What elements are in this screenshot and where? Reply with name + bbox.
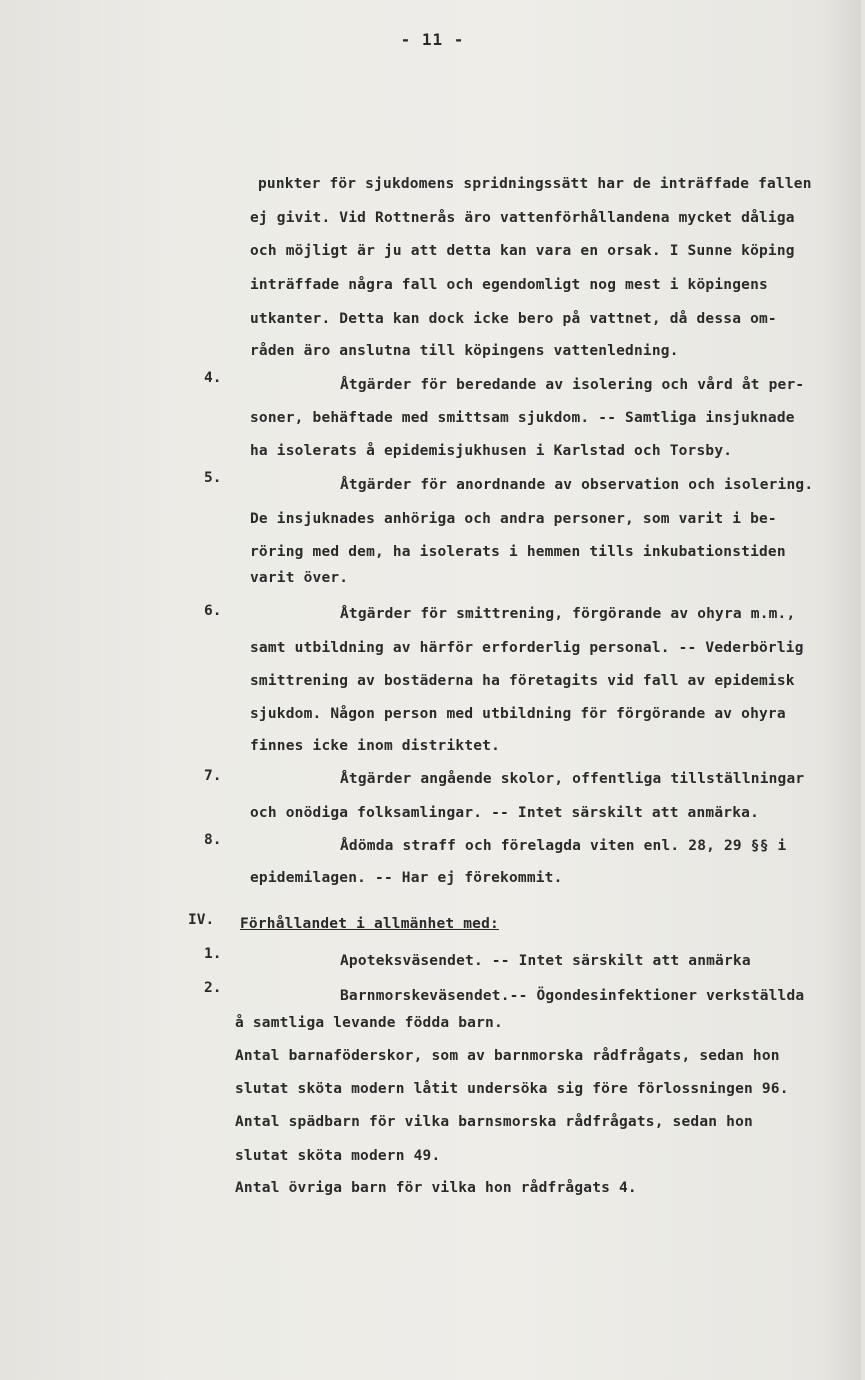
text-line: Åtgärder angående skolor, offentliga tillställningar bbox=[340, 771, 805, 787]
paper-shadow bbox=[821, 0, 861, 1380]
text-line: röring med dem, ha isolerats i hemmen tills inkubationstiden bbox=[250, 544, 786, 560]
text-line: soner, behäftade med smittsam sjukdom. -- Samtliga insjuknade bbox=[250, 410, 795, 426]
page-number: - 11 - bbox=[400, 30, 465, 49]
text-line: sjukdom. Någon person med utbildning för förgörande av ohyra bbox=[250, 706, 786, 722]
text-line: inträffade några fall och egendomligt nog mest i köpingens bbox=[250, 277, 768, 293]
text-line: Antal barnaföderskor, som av barnmorska rådfrågats, sedan hon bbox=[235, 1048, 780, 1064]
text-line: smittrening av bostäderna ha företagits vid fall av epidemisk bbox=[250, 673, 795, 689]
text-line: utkanter. Detta kan dock icke bero på vattnet, då dessa om- bbox=[250, 311, 777, 327]
text-line: finnes icke inom distriktet. bbox=[250, 738, 501, 754]
section-number: 4. bbox=[204, 370, 222, 386]
chapter-number: IV. bbox=[188, 912, 215, 928]
text-line: Antal spädbarn för vilka barnsmorska rådfrågats, sedan hon bbox=[235, 1114, 753, 1130]
text-line: De insjuknades anhöriga och andra personer, som varit i be- bbox=[250, 511, 777, 527]
chapter-heading: Förhållandet i allmänhet med: bbox=[240, 916, 499, 932]
text-line: varit över. bbox=[250, 570, 349, 586]
section-number: 8. bbox=[204, 832, 222, 848]
text-line: slutat sköta modern 49. bbox=[235, 1148, 441, 1164]
subsection-number: 1. bbox=[204, 946, 222, 962]
text-line: epidemilagen. -- Har ej förekommit. bbox=[250, 870, 563, 886]
text-line: ha isolerats å epidemisjukhusen i Karlstad och Torsby. bbox=[250, 443, 733, 459]
section-number: 7. bbox=[204, 768, 222, 784]
text-line: samt utbildning av härför erforderlig personal. -- Vederbörlig bbox=[250, 640, 804, 656]
text-line: slutat sköta modern låtit undersöka sig före förlossningen 96. bbox=[235, 1081, 789, 1097]
text-line: råden äro anslutna till köpingens vattenledning. bbox=[250, 343, 679, 359]
text-line: Åtgärder för beredande av isolering och vård åt per- bbox=[340, 377, 805, 393]
text-line: å samtliga levande födda barn. bbox=[235, 1015, 503, 1031]
section-number: 6. bbox=[204, 603, 222, 619]
text-line: punkter för sjukdomens spridningssätt har de inträffade fallen bbox=[258, 176, 812, 192]
text-line: Åtgärder för smittrening, förgörande av ohyra m.m., bbox=[340, 606, 796, 622]
text-line: Antal övriga barn för vilka hon rådfrågats 4. bbox=[235, 1180, 637, 1196]
text-line: ej givit. Vid Rottnerås äro vattenförhållandena mycket dåliga bbox=[250, 210, 795, 226]
text-line: och möjligt är ju att detta kan vara en orsak. I Sunne köping bbox=[250, 243, 795, 259]
section-number: 5. bbox=[204, 470, 222, 486]
text-line: Barnmorskeväsendet.-- Ögondesinfektioner verkställda bbox=[340, 988, 805, 1004]
text-line: och onödiga folksamlingar. -- Intet särskilt att anmärka. bbox=[250, 805, 759, 821]
subsection-number: 2. bbox=[204, 980, 222, 996]
text-line: Apoteksväsendet. -- Intet särskilt att anmärka bbox=[340, 953, 751, 969]
text-line: Åtgärder för anordnande av observation och isolering. bbox=[340, 477, 814, 493]
text-line: Ådömda straff och förelagda viten enl. 28, 29 §§ i bbox=[340, 838, 787, 854]
